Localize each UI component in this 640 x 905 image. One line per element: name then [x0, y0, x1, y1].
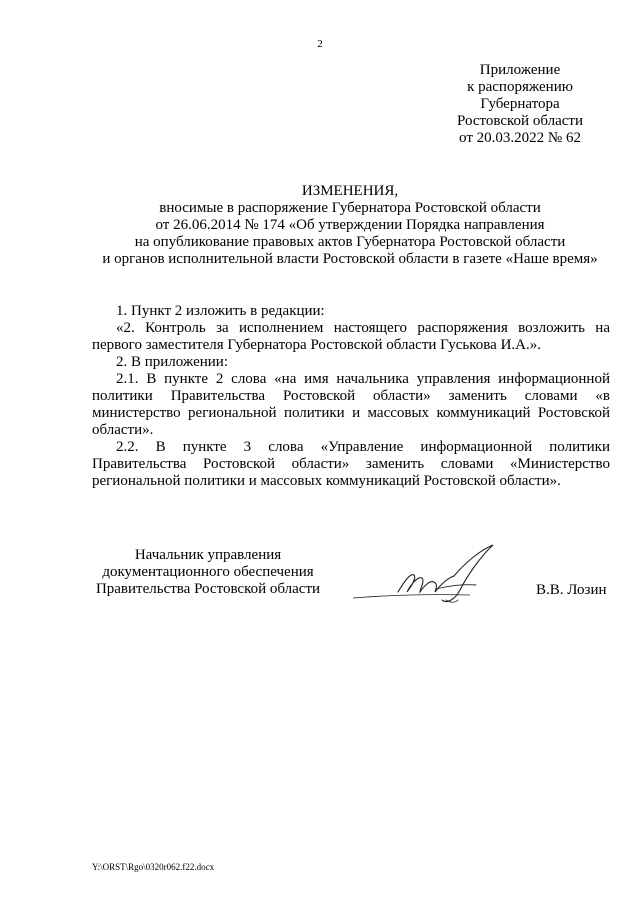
title-line: от 26.06.2014 № 174 «Об утверждении Порядка направления [155, 217, 545, 233]
signer-position-line: Начальник управления [134, 547, 282, 563]
paragraph: 2. В приложении: [116, 354, 228, 370]
appendix-line: Губернатора [480, 96, 560, 112]
paragraph: 1. Пункт 2 изложить в редакции: [116, 303, 325, 319]
signer-position-line: документационного обеспечения [102, 564, 314, 580]
file-path: Y:\ORST\Rgo\0320r062.f22.docx [92, 862, 215, 872]
signer-position-line: Правительства Ростовской области [95, 581, 321, 597]
appendix-line: Приложение [479, 62, 561, 78]
appendix-line: от 20.03.2022 № 62 [459, 130, 581, 146]
paragraph: 2.1. В пункте 2 слова «на имя начальника управления информационной политики Правительства Ростовской области» заменить словами «в министерство региональной политики и массовых коммуникаций Ростовской области». [92, 371, 610, 438]
paragraph: 2.2. В пункте 3 слова «Управление информационной политики Правительства Ростовской области» заменить словами «Министерство региональной политики и массовых коммуникаций Ростовской области». [92, 439, 610, 489]
handwritten-signature [350, 540, 500, 610]
signer-name: В.В. Лозин [536, 582, 607, 598]
page-number: 2 [317, 38, 323, 50]
appendix-line: к распоряжению [467, 79, 573, 95]
title-line: вносимые в распоряжение Губернатора Ростовской области [159, 200, 541, 216]
appendix-line: Ростовской области [457, 113, 583, 129]
title-heading: ИЗМЕНЕНИЯ, [301, 183, 399, 199]
title-line: и органов исполнительной власти Ростовской области в газете «Наше время» [102, 251, 598, 267]
title-line: на опубликование правовых актов Губернатора Ростовской области [134, 234, 566, 250]
appendix-block [430, 62, 610, 147]
signer-position [92, 547, 324, 598]
paragraph: «2. Контроль за исполнением настоящего распоряжения возложить на первого заместителя Губернатора Ростовской области Гуськова И.А.». [92, 320, 610, 353]
document-title [60, 183, 640, 268]
document-body [92, 303, 610, 490]
